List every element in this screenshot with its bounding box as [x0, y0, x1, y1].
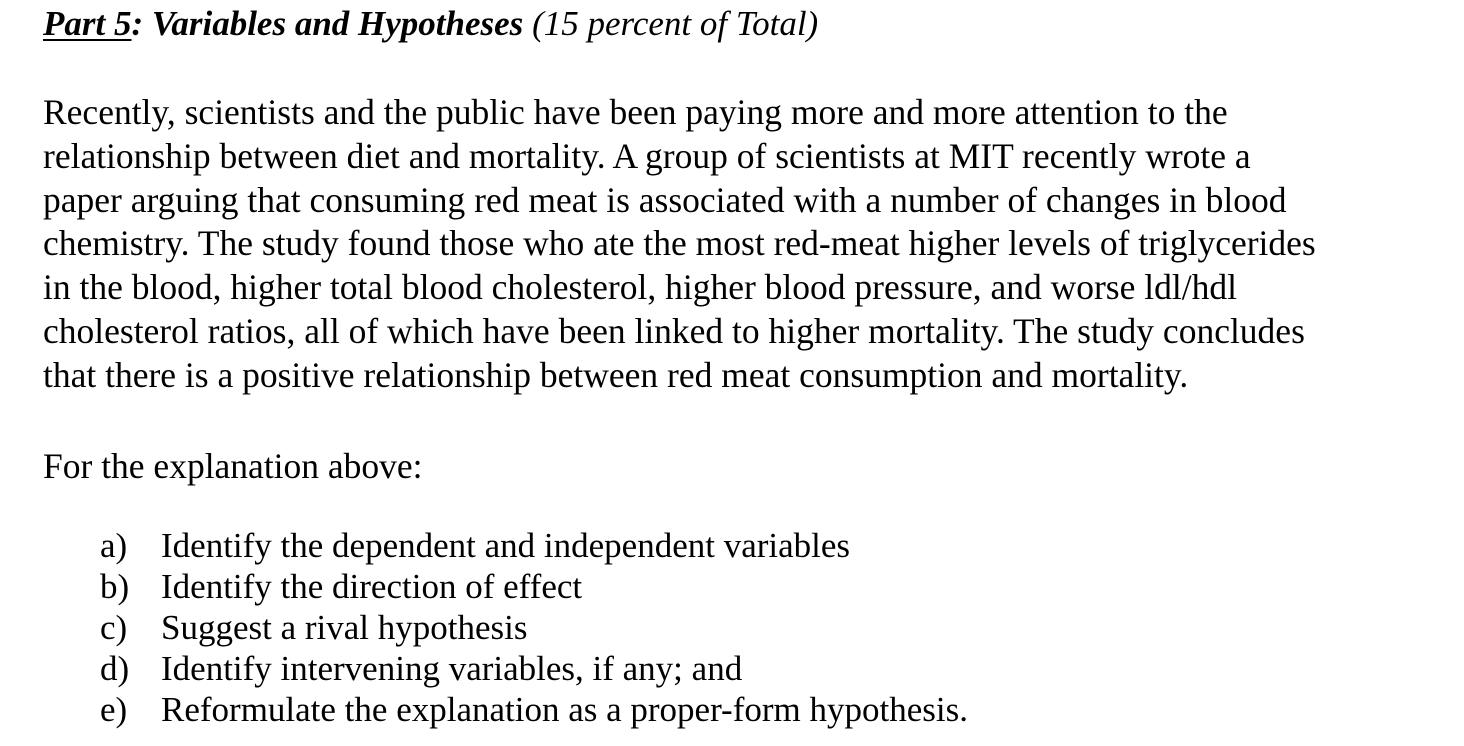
question-list — [100, 525, 968, 730]
section-heading — [43, 2, 818, 46]
scenario-paragraph — [43, 91, 1443, 398]
question-item — [100, 607, 968, 648]
question-marker: c) — [100, 608, 128, 647]
question-marker: b) — [100, 567, 130, 606]
part-label: Part 5 — [43, 4, 132, 43]
question-text: Identify the dependent and independent variables — [161, 526, 851, 565]
heading-colon: : — [131, 4, 144, 43]
question-text: Reformulate the explanation as a proper-form hypothesis. — [161, 690, 968, 729]
paragraph-line: paper arguing that consuming red meat is associated with a number of changes in blood — [43, 179, 1287, 220]
question-item — [100, 566, 968, 607]
paragraph-line: chemistry. The study found those who ate the most red-meat higher levels of triglycerides — [43, 223, 1316, 264]
question-text: Identify intervening variables, if any; and — [161, 649, 743, 688]
question-text: Suggest a rival hypothesis — [161, 608, 528, 647]
paragraph-line: Recently, scientists and the public have been paying more and more attention to the — [43, 92, 1228, 132]
paragraph-line: cholesterol ratios, all of which have been linked to higher mortality. The study concludes — [43, 310, 1305, 351]
heading-title: Variables and Hypotheses — [151, 4, 524, 43]
question-marker: a) — [100, 526, 128, 565]
paragraph-line: relationship between diet and mortality. A group of scientists at MIT recently wrote a — [43, 135, 1251, 176]
question-marker: e) — [100, 690, 128, 729]
question-item — [100, 648, 968, 689]
question-item — [100, 525, 968, 566]
paragraph-line: in the blood, higher total blood cholesterol, higher blood pressure, and worse ldl/hdl — [43, 267, 1237, 308]
heading-weight: (15 percent of Total) — [532, 4, 819, 43]
question-text: Identify the direction of effect — [161, 567, 583, 606]
question-item — [100, 689, 968, 730]
instruction-text: For the explanation above: — [43, 446, 423, 486]
question-marker: d) — [100, 649, 130, 688]
paragraph-line: that there is a positive relationship between red meat consumption and mortality. — [43, 354, 1189, 395]
